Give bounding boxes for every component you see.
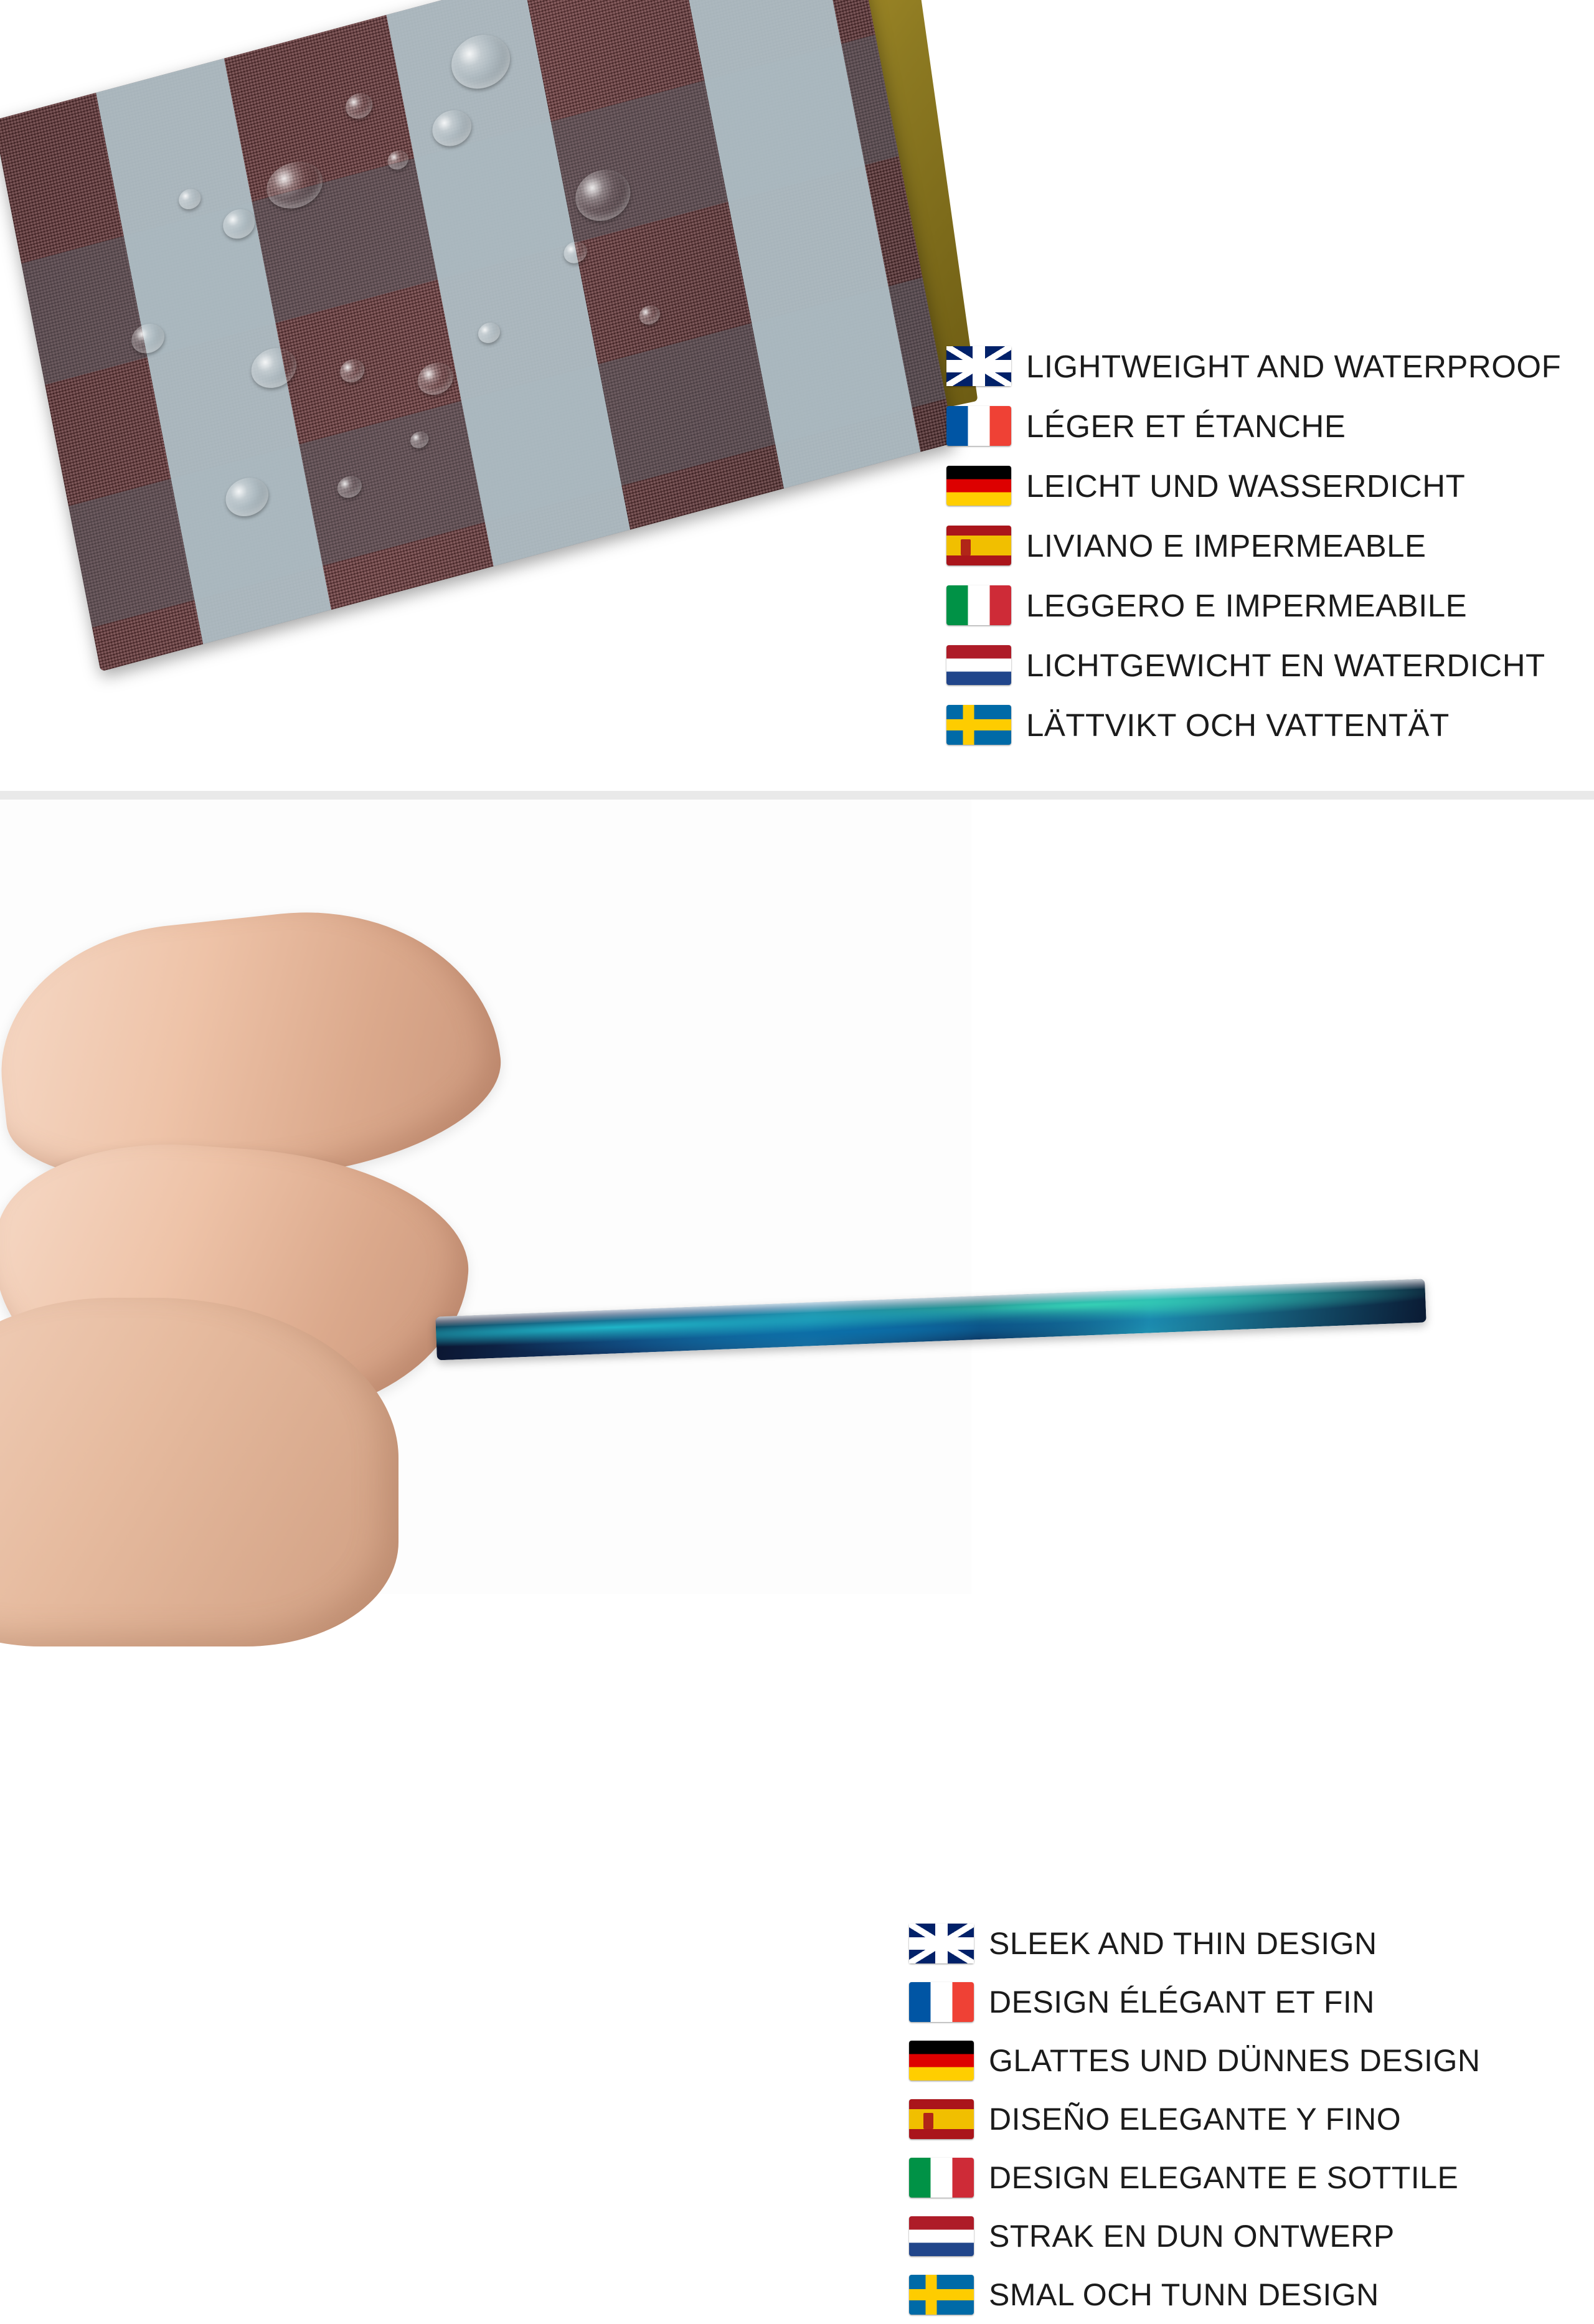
- feature-label: DESIGN ÉLÉGANT ET FIN: [989, 1985, 1375, 2019]
- feature-row: [909, 2148, 1588, 2207]
- netherlands-flag-icon: [909, 2216, 974, 2256]
- water-droplet: [386, 148, 410, 172]
- water-droplet: [409, 430, 430, 450]
- feature-label: LICHTGEWICHT EN WATERDICHT: [1026, 647, 1545, 683]
- feature-row: [909, 2090, 1588, 2148]
- italy-flag-icon: [909, 2158, 974, 2198]
- fabric-card-wrapper: [19, 19, 990, 753]
- spain-flag-icon: [946, 526, 1011, 565]
- feature-label: LEGGERO E IMPERMEABILE: [1026, 587, 1468, 623]
- feature-row: [909, 2031, 1588, 2090]
- feature-row: [946, 695, 1588, 755]
- feature-label: LEICHT UND WASSERDICHT: [1026, 468, 1466, 504]
- germany-flag-icon: [946, 466, 1011, 506]
- water-droplet: [571, 164, 634, 227]
- feature-row: [909, 2207, 1588, 2265]
- germany-flag-icon: [909, 2041, 974, 2081]
- feature-row: [946, 396, 1588, 456]
- feature-row: [946, 635, 1588, 695]
- sweden-flag-icon: [946, 705, 1011, 745]
- feature-label: LÉGER ET ÉTANCHE: [1026, 408, 1346, 444]
- water-droplet: [447, 28, 515, 95]
- feature-label: LIGHTWEIGHT AND WATERPROOF: [1026, 348, 1562, 384]
- water-droplet: [415, 359, 456, 399]
- italy-flag-icon: [946, 585, 1011, 625]
- water-droplet: [429, 106, 474, 151]
- water-droplet: [476, 320, 502, 346]
- feature-list-waterproof: [946, 336, 1588, 755]
- feature-label: DESIGN ELEGANTE E SOTTILE: [989, 2160, 1459, 2195]
- panel-slim: [0, 800, 1594, 2312]
- feature-row: [946, 575, 1588, 635]
- water-droplet: [177, 186, 202, 212]
- water-droplet: [222, 473, 271, 521]
- feature-label: GLATTES UND DÜNNES DESIGN: [989, 2043, 1481, 2078]
- panel-waterproof: [0, 0, 1594, 800]
- uk-flag-icon: [909, 1924, 974, 1963]
- sweden-flag-icon: [909, 2275, 974, 2315]
- fabric-card-tilt-group: [0, 0, 1002, 733]
- water-droplet: [343, 90, 374, 122]
- water-droplet: [336, 473, 364, 501]
- feature-row: [909, 2265, 1588, 2324]
- spain-flag-icon: [909, 2099, 974, 2139]
- feature-label: STRAK EN DUN ONTWERP: [989, 2219, 1395, 2254]
- feature-row: [946, 456, 1588, 516]
- feature-label: SMAL OCH TUNN DESIGN: [989, 2277, 1379, 2312]
- netherlands-flag-icon: [946, 645, 1011, 685]
- plaid-fabric-surface: [0, 0, 955, 672]
- feature-row: [946, 336, 1588, 396]
- water-droplet: [263, 156, 327, 215]
- feature-row: [909, 1914, 1588, 1973]
- france-flag-icon: [909, 1982, 974, 2022]
- feature-label: LIVIANO E IMPERMEABLE: [1026, 527, 1427, 564]
- feature-row: [909, 1973, 1588, 2031]
- thin-card-in-hand-photo: [0, 800, 971, 1594]
- feature-label: DISEÑO ELEGANTE Y FINO: [989, 2102, 1402, 2137]
- water-droplet: [248, 343, 299, 393]
- water-droplet: [220, 205, 257, 242]
- water-droplet: [129, 320, 167, 357]
- feature-label: SLEEK AND THIN DESIGN: [989, 1926, 1377, 1961]
- water-droplet: [338, 357, 367, 385]
- feature-row: [946, 516, 1588, 575]
- hand: [0, 824, 585, 1609]
- feature-list-slim: [909, 1914, 1588, 2324]
- france-flag-icon: [946, 406, 1011, 446]
- water-droplet: [562, 239, 588, 266]
- water-droplet: [638, 303, 662, 327]
- waterproof-fabric-photo: [0, 0, 971, 766]
- feature-label: LÄTTVIKT OCH VATTENTÄT: [1026, 707, 1450, 743]
- uk-flag-icon: [946, 346, 1011, 386]
